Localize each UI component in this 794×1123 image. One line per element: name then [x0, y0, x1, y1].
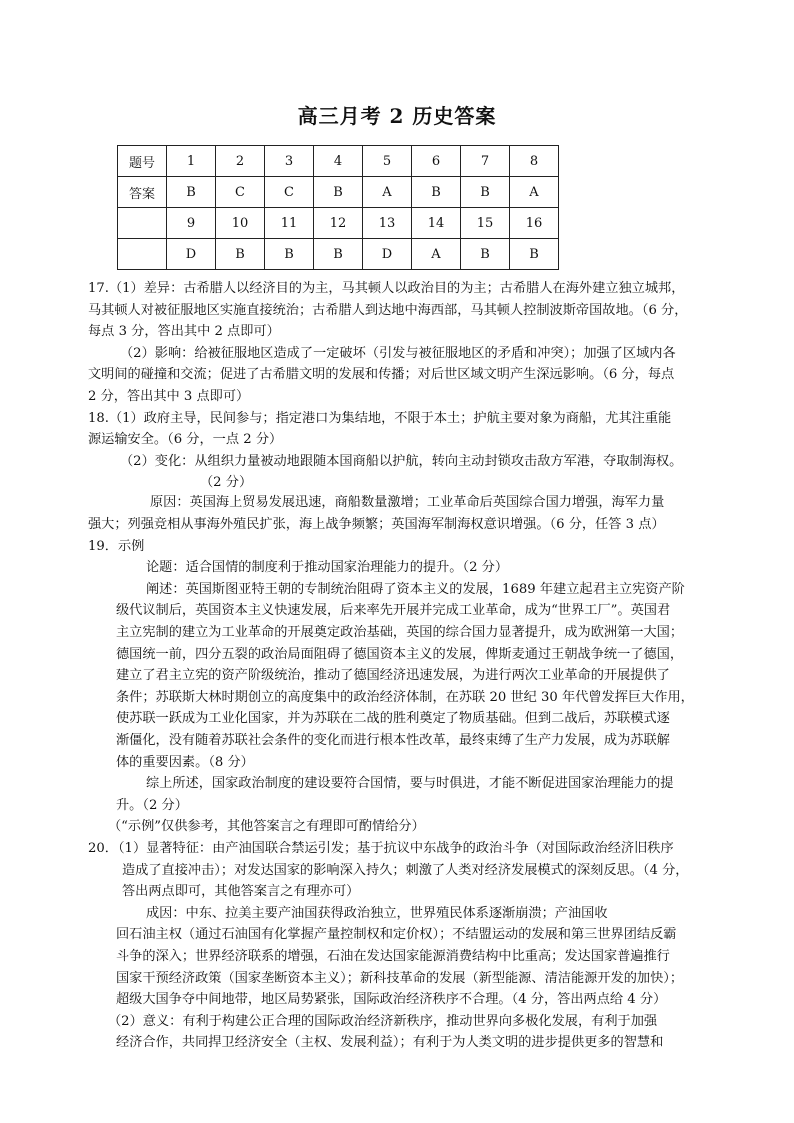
table-cell: 5: [363, 146, 412, 177]
text-line: 阐述：英国斯图亚特王朝的专制统治阻碍了资本主义的发展，1689 年建立起君主立宪资产阶: [146, 581, 685, 597]
table-cell: 10: [216, 208, 265, 239]
table-cell: A: [412, 239, 461, 270]
table-row: [118, 239, 559, 270]
text-line: 建立了君主立宪的资产阶级统治，推动了德国经济迅速发展，为进行两次工业革命的开展提供了: [116, 668, 670, 684]
table-row: [118, 208, 559, 239]
table-cell: B: [461, 239, 510, 270]
text-line: （2）影响：给被征服地区造成了一定破坏（引发与被征服地区的矛盾和冲突）；加强了区域内各: [120, 345, 676, 361]
text-line: 主立宪制的建立为工业革命的开展奠定政治基础，英国的综合国力显著提升，成为欧洲第一大国；: [116, 625, 684, 640]
table-cell: D: [363, 239, 412, 270]
text-line: 使苏联一跃成为工业化国家，并为苏联在二战的胜利奠定了物质基础。但到二战后，苏联模式逐: [116, 711, 670, 727]
table-cell: C: [216, 177, 265, 208]
table-cell: 13: [363, 208, 412, 239]
table-cell: 答案: [118, 177, 167, 208]
table-cell: C: [265, 177, 314, 208]
text-line: （“示例”仅供参考，其他答案言之有理即可酌情给分）: [108, 819, 425, 835]
table-row: [118, 146, 559, 177]
table-row: [118, 177, 559, 208]
table-cell: 题号: [118, 146, 167, 177]
answer-table: [117, 145, 559, 270]
text-line: 斗争的深入；世界经济联系的增强，石油在发达国家能源消费结构中比重高；发达国家普遍推行: [116, 949, 670, 964]
text-line: （2）意义：有利于构建公正合理的国际政治经济新秩序，推动世界向多极化发展，有利于加强: [108, 1013, 658, 1029]
text-line: 答出两点即可，其他答案言之有理亦可）: [122, 884, 360, 900]
text-line: 论题：适合国情的制度利于推动国家治理能力的提升。（2 分）: [146, 560, 509, 576]
text-line: 18.（1）政府主导，民间参与；指定港口为集结地，不限于本土；护航主要对象为商船，尤其注重能: [88, 410, 672, 426]
table-cell: 7: [461, 146, 510, 177]
table-cell: 15: [461, 208, 510, 239]
table-cell: B: [461, 177, 510, 208]
table-cell: A: [363, 177, 412, 208]
text-line: 渐僵化，没有随着苏联社会条件的变化而进行根本性改革，最终束缚了生产力发展，成为苏联解: [116, 733, 670, 748]
table-cell: 16: [510, 208, 559, 239]
table-cell: B: [265, 239, 314, 270]
table-cell: B: [314, 177, 363, 208]
text-line: 原因：英国海上贸易发展迅速，商船数量激增；工业革命后英国综合国力增强，海军力量: [150, 495, 665, 511]
table-cell: 9: [167, 208, 216, 239]
page-title: 高三月考 2 历史答案: [297, 104, 497, 128]
table-cell: B: [216, 239, 265, 270]
text-line: 强大；列强竞相从事海外殖民扩张，海上战争频繁；英国海军制海权意识增强。（6 分，任答 3 点）: [88, 517, 665, 532]
table-cell: 11: [265, 208, 314, 239]
table-cell: B: [314, 239, 363, 270]
table-cell: 2: [216, 146, 265, 177]
text-line: 德国统一前，四分五裂的政治局面阻碍了德国资本主义的发展，俾斯麦通过王朝战争统一了德国，: [116, 646, 684, 662]
table-cell: 4: [314, 146, 363, 177]
table-cell: B: [412, 177, 461, 208]
text-line: 文明间的碰撞和交流；促进了古希腊文明的发展和传播；对后世区域文明产生深远影响。（6 分，每点: [88, 367, 675, 383]
text-line: 成因：中东、拉美主要产油国获得政治独立，世界殖民体系逐渐崩溃；产油国收: [146, 905, 608, 921]
text-line: 条件；苏联斯大林时期创立的高度集中的政治经济体制，在苏联 20 世纪 30 年代曾发挥巨大作用，: [116, 689, 694, 705]
table-cell: [118, 239, 167, 270]
text-line: 造成了直接冲击）；对发达国家的影响深入持久；刺激了人类对经济发展模式的深刻反思。（4 分，: [122, 862, 689, 878]
text-line: （2 分）: [200, 475, 253, 491]
text-line: 20．（1）显著特征：由产油国联合禁运引发；基于抗议中东战争的政治斗争（对国际政治经济旧秩序: [88, 841, 674, 856]
table-cell: A: [510, 177, 559, 208]
text-line: 综上所述，国家政治制度的建设要符合国情，要与时俱进，才能不断促进国家治理能力的提: [146, 776, 674, 792]
text-line: 2 分，答出其中 3 点即可）: [88, 389, 250, 404]
text-line: 马其顿人对被征服地区实施直接统治；古希腊人到达地中海西部，马其顿人控制波斯帝国故地。（6 分，: [88, 302, 688, 318]
table-cell: [118, 208, 167, 239]
table-cell: 3: [265, 146, 314, 177]
table-cell: B: [167, 177, 216, 208]
text-line: 经济合作，共同捍卫经济安全（主权、发展利益）；有利于为人类文明的进步提供更多的智慧和: [116, 1035, 664, 1051]
text-line: 升。（2 分）: [116, 797, 188, 813]
text-line: 级代议制后，英国资本主义快速发展，后来率先开展并完成工业革命，成为“世界工厂”。英国君: [116, 603, 671, 619]
table-cell: 14: [412, 208, 461, 239]
table-cell: B: [510, 239, 559, 270]
text-line: 体的重要因素。（8 分）: [116, 754, 254, 770]
text-line: 17.（1）差异：古希腊人以经济目的为主，马其顿人以政治目的为主；古希腊人在海外建立独立城邦，: [88, 281, 685, 296]
table-cell: D: [167, 239, 216, 270]
text-line: （2）变化：从组织力量被动地跟随本国商船以护航，转向主动封锁攻击敌方军港，夺取制海权。: [120, 453, 683, 469]
text-line: 源运输安全。（6 分，一点 2 分）: [88, 432, 283, 448]
table-cell: 1: [167, 146, 216, 177]
text-line: 19．示例: [88, 538, 145, 554]
table-cell: 6: [412, 146, 461, 177]
text-line: 每点 3 分，答出其中 2 点即可）: [88, 324, 280, 340]
text-line: 回石油主权（通过石油国有化掌握产量控制权和定价权）；不结盟运动的发展和第三世界团结反霸: [116, 927, 677, 943]
text-line: 超级大国争夺中间地带，地区局势紧张，国际政治经济秩序不合理。（4 分，答出两点给 4 分）: [116, 992, 667, 1008]
text-line: 国家干预经济政策（国家垄断资本主义）；新科技革命的发展（新型能源、清洁能源开发的加快）；: [116, 970, 684, 986]
table-cell: 12: [314, 208, 363, 239]
table-cell: 8: [510, 146, 559, 177]
